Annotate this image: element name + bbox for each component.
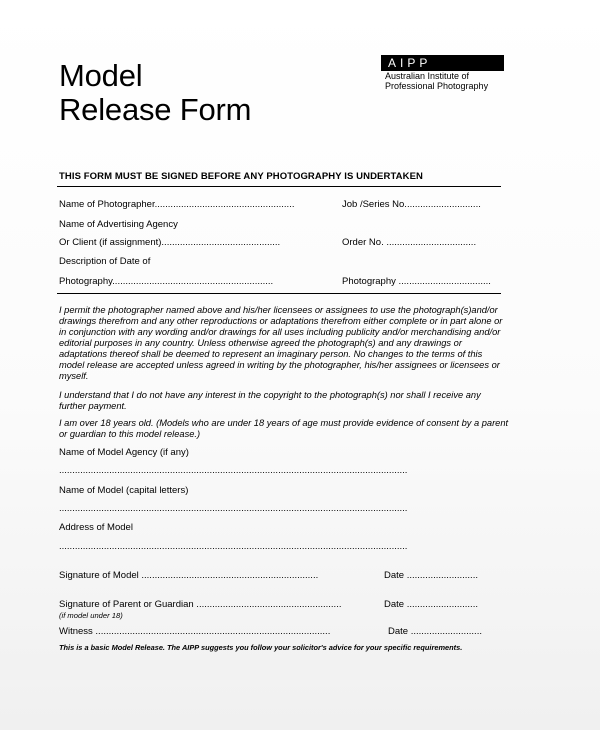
photographer-field[interactable]: Name of Photographer..................................................... [59, 199, 295, 210]
page-title-line-2: Release Form [59, 92, 252, 127]
signature-parent-date-field[interactable]: Date ........................... [384, 599, 478, 610]
parent-note: (if model under 18) [59, 611, 123, 620]
footer-note: This is a basic Model Release. The AIPP suggests you follow your solicitor's advice for your specific requirements. [59, 643, 463, 652]
permission-paragraph: I permit the photographer named above and his/her licensees or assignees to use the photograph(s)and/or drawings therefrom and any other reproductions or adaptations therefrom either complete or in part alone or in conjunction with any wording and/or drawings for all uses including publicity and/or merchandising and/or editorial purposes in any country. Unless otherwise agreed the photograph(s) and any drawings or adaptations thereof shall be deemed to represent an imaginary person. No changes to the terms of this model release are accepted unless agreed in writing by the photographer, his/her assignees or licensees or myself. [59, 305, 503, 381]
address-label: Address of Model [59, 522, 133, 533]
description-date-label: Description of Date of [59, 256, 151, 267]
copyright-paragraph: I understand that I do not have any interest in the copyright to the photograph(s) nor shall I receive any further payment. [59, 390, 481, 411]
client-field[interactable]: Or Client (if assignment)............................................. [59, 237, 281, 248]
form-heading: THIS FORM MUST BE SIGNED BEFORE ANY PHOTOGRAPHY IS UNDERTAKEN [59, 171, 423, 182]
aipp-logo-line-2: Professional Photography [385, 81, 489, 91]
model-name-label: Name of Model (capital letters) [59, 485, 189, 496]
model-agency-field[interactable]: .................................................................................................................................... [59, 465, 408, 476]
signature-parent-field[interactable]: Signature of Parent or Guardian ....................................................... [59, 599, 342, 610]
order-no-field[interactable]: Order No. .................................. [342, 237, 477, 248]
advertising-agency-label: Name of Advertising Agency [59, 219, 178, 230]
aipp-logo-line-1: Australian Institute of [385, 71, 470, 81]
aipp-logo-mark: AIPP [381, 55, 504, 71]
section-rule [57, 293, 501, 294]
aipp-logo [381, 55, 511, 91]
age-paragraph: I am over 18 years old. (Models who are under 18 years of age must provide evidence of consent by a parent or guardian to this model release.) [59, 418, 509, 439]
job-series-field[interactable]: Job /Series No............................. [342, 199, 481, 210]
model-name-field[interactable]: .................................................................................................................................... [59, 503, 408, 514]
signature-model-field[interactable]: Signature of Model ................................................................... [59, 570, 319, 581]
signature-model-date-field[interactable]: Date ........................... [384, 570, 478, 581]
model-agency-label: Name of Model Agency (if any) [59, 447, 189, 458]
witness-field[interactable]: Witness ......................................................................................... [59, 626, 331, 637]
page-title-line-1: Model [59, 58, 143, 93]
heading-rule [57, 186, 501, 187]
photography-right-field[interactable]: Photography ................................... [342, 276, 491, 287]
photography-field[interactable]: Photography............................................................. [59, 276, 274, 287]
witness-date-field[interactable]: Date ........................... [388, 626, 482, 637]
address-field[interactable]: .................................................................................................................................... [59, 541, 408, 552]
